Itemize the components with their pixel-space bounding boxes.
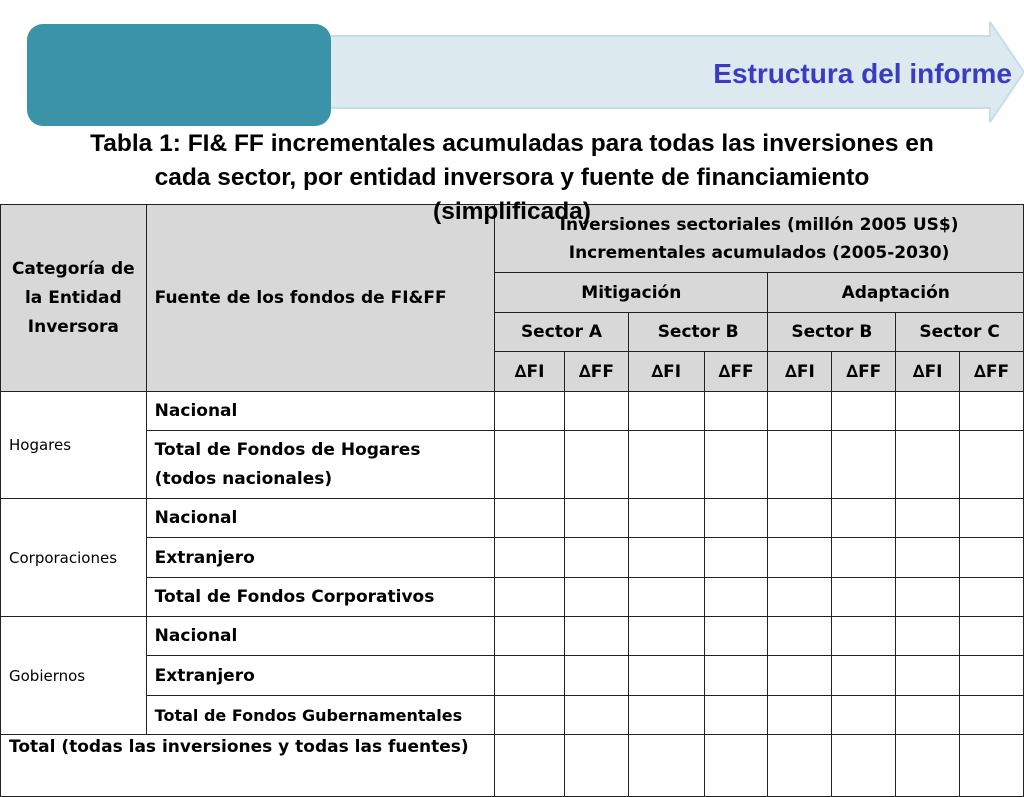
- data-cell: [896, 538, 960, 578]
- data-cell: [628, 656, 704, 696]
- data-cell: [768, 431, 832, 499]
- data-cell: [832, 735, 896, 797]
- header-delta: ∆FI: [896, 352, 960, 392]
- data-cell: [628, 578, 704, 617]
- data-cell: [564, 431, 628, 499]
- data-cell: [495, 696, 565, 735]
- data-cell: [564, 578, 628, 617]
- data-cell: [564, 656, 628, 696]
- header-source: [146, 205, 494, 392]
- data-cell: [704, 696, 768, 735]
- data-cell: [960, 499, 1024, 538]
- data-cell: [704, 538, 768, 578]
- data-cell: [564, 735, 628, 797]
- data-cell: [768, 499, 832, 538]
- data-cell: [495, 578, 565, 617]
- data-cell: [896, 696, 960, 735]
- header-investments-line: Inversiones sectoriales (millón 2005 US$): [559, 214, 959, 235]
- data-cell: [704, 617, 768, 656]
- header-delta: ∆FI: [768, 352, 832, 392]
- data-cell: [896, 656, 960, 696]
- data-cell: [628, 538, 704, 578]
- investment-table: [0, 204, 1024, 797]
- header-mitigation: Mitigación: [495, 273, 768, 313]
- header-source-label: Fuente de los fondos de FI&FF: [154, 288, 447, 308]
- header-sector: Sector A: [495, 313, 629, 352]
- header-investments-line: Incrementales acumulados (2005-2030): [568, 242, 950, 263]
- data-cell: [768, 617, 832, 656]
- data-cell: [960, 392, 1024, 431]
- caption-line: Tabla 1: FI& FF incrementales acumuladas para todas las inversiones en: [90, 130, 934, 157]
- data-cell: [768, 578, 832, 617]
- header-delta: ∆FF: [564, 352, 628, 392]
- header-sector: Sector C: [896, 313, 1024, 352]
- caption-line: cada sector, por entidad inversora y fuente de financiamiento: [154, 164, 870, 191]
- data-cell: [832, 578, 896, 617]
- data-cell: [704, 735, 768, 797]
- data-cell: [960, 656, 1024, 696]
- data-cell: [704, 392, 768, 431]
- data-cell: [832, 431, 896, 499]
- data-cell: [495, 431, 565, 499]
- data-cell: [628, 431, 704, 499]
- data-cell: [495, 392, 565, 431]
- data-cell: [832, 538, 896, 578]
- data-cell: [564, 392, 628, 431]
- data-cell: [768, 735, 832, 797]
- data-cell: [564, 696, 628, 735]
- data-cell: [564, 617, 628, 656]
- data-cell: [768, 538, 832, 578]
- header-delta: ∆FF: [704, 352, 768, 392]
- header-sector: Sector B: [628, 313, 768, 352]
- data-cell: [896, 499, 960, 538]
- data-cell: [896, 431, 960, 499]
- header-delta: ∆FI: [495, 352, 565, 392]
- data-cell: [832, 617, 896, 656]
- header-delta: ∆FF: [832, 352, 896, 392]
- caption-line: (simplificada): [433, 198, 591, 225]
- data-cell: [704, 578, 768, 617]
- data-cell: [704, 499, 768, 538]
- table-caption: [0, 127, 1024, 229]
- header-sector: Sector B: [768, 313, 896, 352]
- data-cell: [628, 617, 704, 656]
- data-cell: [564, 538, 628, 578]
- data-cell: [832, 696, 896, 735]
- entity-cell: Corporaciones: [1, 499, 147, 617]
- data-cell: [628, 696, 704, 735]
- data-cell: [495, 617, 565, 656]
- data-cell: [495, 656, 565, 696]
- data-cell: [495, 538, 565, 578]
- data-cell: [768, 696, 832, 735]
- header-delta: ∆FF: [960, 352, 1024, 392]
- data-cell: [832, 392, 896, 431]
- header-category: [1, 205, 147, 392]
- data-cell: [704, 431, 768, 499]
- source-cell: Extranjero: [146, 656, 494, 696]
- slide-title: Estructura del informe: [713, 58, 1012, 89]
- data-cell: [960, 538, 1024, 578]
- banner-tab: [27, 24, 331, 126]
- data-cell: [896, 735, 960, 797]
- data-cell: [960, 617, 1024, 656]
- source-cell: Extranjero: [146, 538, 494, 578]
- data-cell: [628, 499, 704, 538]
- data-cell: [495, 735, 565, 797]
- data-cell: [832, 656, 896, 696]
- source-cell: Total de Fondos Gubernamentales: [146, 696, 494, 735]
- header-category-label: Categoría de la Entidad Inversora: [11, 258, 135, 337]
- data-cell: [564, 499, 628, 538]
- entity-cell: Gobiernos: [1, 617, 147, 735]
- data-cell: [960, 735, 1024, 797]
- source-cell: [146, 431, 494, 499]
- data-cell: [704, 656, 768, 696]
- data-cell: [628, 735, 704, 797]
- data-cell: [896, 617, 960, 656]
- data-cell: [768, 656, 832, 696]
- data-cell: [495, 499, 565, 538]
- data-cell: [768, 392, 832, 431]
- total-cell: [1, 735, 495, 797]
- data-cell: [896, 392, 960, 431]
- data-cell: [960, 431, 1024, 499]
- source-cell: Nacional: [146, 617, 494, 656]
- header-adaptation: Adaptación: [768, 273, 1024, 313]
- source-cell: Total de Fondos Corporativos: [146, 578, 494, 617]
- entity-cell: Hogares: [1, 392, 147, 499]
- source-cell: Nacional: [146, 392, 494, 431]
- data-cell: [628, 392, 704, 431]
- source-label: Total de Fondos de Hogares (todos nacionales): [154, 439, 421, 489]
- data-cell: [832, 499, 896, 538]
- header-delta: ∆FI: [628, 352, 704, 392]
- data-cell: [896, 578, 960, 617]
- total-label: Total (todas las inversiones y todas las fuentes): [9, 737, 469, 757]
- data-cell: [960, 578, 1024, 617]
- source-cell: Nacional: [146, 499, 494, 538]
- data-cell: [960, 696, 1024, 735]
